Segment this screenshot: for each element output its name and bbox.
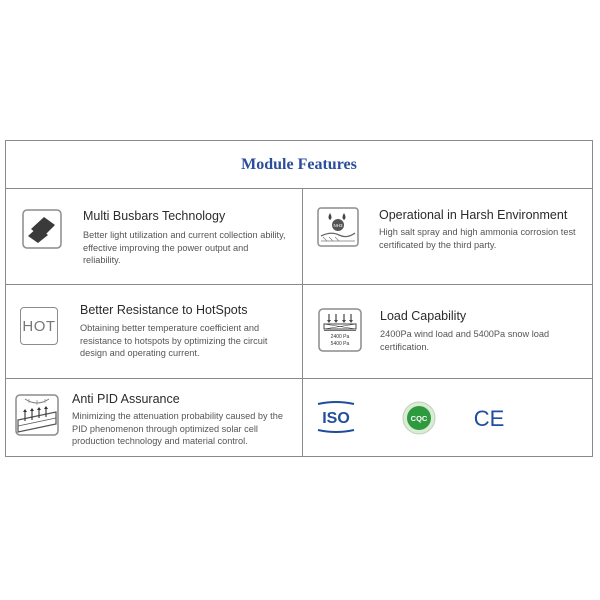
feature-title: Load Capability [380, 309, 467, 323]
feature-description: Minimizing the attenuation probability caused by the PID phenomenon through optimized solar cell production technology and material control. [72, 411, 283, 446]
feature-description: Obtaining better temperature coefficient and resistance to hotspots by optimizing the circuit design and operating current. [80, 323, 268, 358]
anti-pid-icon [15, 394, 59, 441]
iso-label: ISO [322, 410, 350, 427]
module-features-table [5, 140, 593, 457]
solar-panel-icon [22, 209, 62, 254]
page-title: Module Features [241, 155, 357, 173]
cqc-logo-icon [401, 400, 437, 441]
ce-label: CE [473, 406, 505, 431]
feature-title: Operational in Harsh Environment [379, 208, 568, 222]
iso-logo-icon [316, 400, 356, 439]
feature-title: Anti PID Assurance [72, 392, 180, 406]
harsh-environment-icon [317, 207, 359, 252]
column-divider [302, 189, 303, 456]
hot-icon: HOT [20, 307, 58, 345]
feature-title: Better Resistance to HotSpots [80, 303, 248, 317]
row-divider [6, 378, 592, 379]
feature-title: Multi Busbars Technology [83, 209, 226, 223]
feature-description: High salt spray and high ammonia corrosion test certificated by the third party. [379, 227, 576, 250]
ce-logo-icon [472, 401, 506, 438]
cqc-label: CQC [410, 414, 428, 423]
title-row [6, 141, 592, 189]
nh3-label: NH3 [333, 223, 343, 228]
snow-load-label: 5400 Pa [330, 341, 350, 347]
feature-description: Better light utilization and current collection ability, effective improving the power output and reliability. [83, 230, 286, 265]
wind-load-label: 2400 Pa [330, 334, 350, 340]
load-capability-icon [318, 308, 362, 357]
feature-description: 2400Pa wind load and 5400Pa snow load certification. [380, 329, 550, 352]
row-divider [6, 284, 592, 285]
